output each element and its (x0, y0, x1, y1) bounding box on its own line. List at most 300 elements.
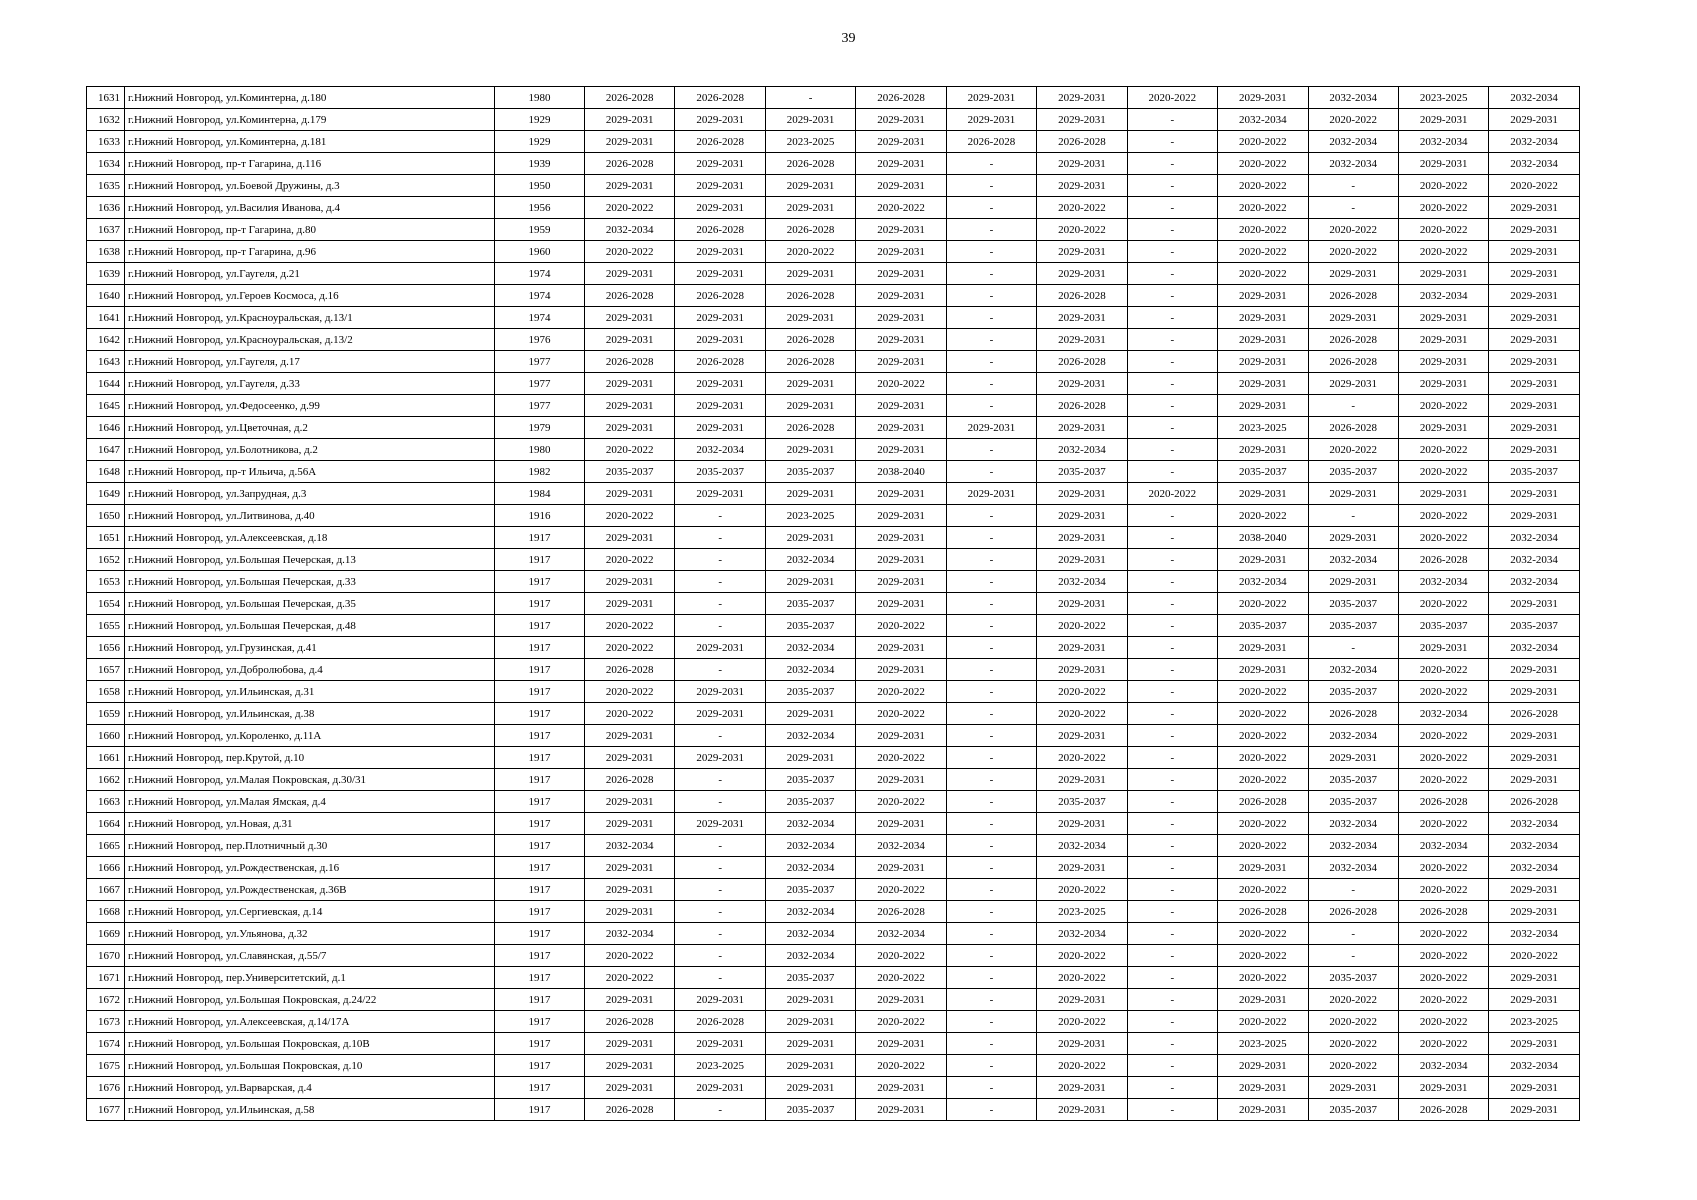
cell-address: г.Нижний Новгород, ул.Ильинская, д.58 (125, 1099, 495, 1121)
cell-period-5: - (946, 1055, 1036, 1077)
cell-period-6: 2032-2034 (1037, 923, 1127, 945)
cell-period-5: - (946, 197, 1036, 219)
cell-period-5: - (946, 901, 1036, 923)
cell-build-year: 1939 (495, 153, 585, 175)
cell-build-year: 1917 (495, 593, 585, 615)
cell-period-9: 2035-2037 (1308, 593, 1398, 615)
cell-period-2: 2029-2031 (675, 175, 765, 197)
cell-period-9: 2020-2022 (1308, 1055, 1398, 1077)
cell-row-number: 1640 (87, 285, 125, 307)
cell-address: г.Нижний Новгород, ул.Малая Покровская, д.30/31 (125, 769, 495, 791)
cell-address: г.Нижний Новгород, ул.Добролюбова, д.4 (125, 659, 495, 681)
cell-build-year: 1950 (495, 175, 585, 197)
cell-period-11: 2029-2031 (1489, 1099, 1579, 1121)
cell-period-11: 2032-2034 (1489, 1055, 1579, 1077)
cell-address: г.Нижний Новгород, ул.Большая Печерская, д.48 (125, 615, 495, 637)
cell-build-year: 1917 (495, 527, 585, 549)
cell-period-2: - (675, 791, 765, 813)
cell-period-5: - (946, 725, 1036, 747)
cell-build-year: 1974 (495, 263, 585, 285)
cell-period-3: 2026-2028 (765, 285, 855, 307)
cell-row-number: 1668 (87, 901, 125, 923)
cell-period-9: - (1308, 175, 1398, 197)
cell-period-5: - (946, 329, 1036, 351)
cell-period-3: 2029-2031 (765, 373, 855, 395)
cell-period-7: - (1127, 725, 1217, 747)
cell-period-7: - (1127, 285, 1217, 307)
cell-period-6: 2029-2031 (1037, 1099, 1127, 1121)
cell-period-10: 2032-2034 (1398, 1055, 1488, 1077)
cell-period-8: 2029-2031 (1218, 373, 1308, 395)
cell-period-11: 2029-2031 (1489, 241, 1579, 263)
cell-period-10: 2020-2022 (1398, 681, 1488, 703)
cell-period-2: 2029-2031 (675, 373, 765, 395)
cell-period-1: 2026-2028 (585, 769, 675, 791)
cell-period-10: 2026-2028 (1398, 549, 1488, 571)
cell-period-9: 2026-2028 (1308, 703, 1398, 725)
table-row (87, 241, 1580, 263)
table-row (87, 197, 1580, 219)
cell-build-year: 1917 (495, 1033, 585, 1055)
cell-period-2: - (675, 659, 765, 681)
page-number: 39 (841, 31, 856, 46)
cell-period-6: 2029-2031 (1037, 483, 1127, 505)
cell-period-4: 2029-2031 (856, 131, 946, 153)
cell-period-7: - (1127, 1011, 1217, 1033)
cell-period-7: - (1127, 351, 1217, 373)
cell-period-11: 2032-2034 (1489, 637, 1579, 659)
cell-address: г.Нижний Новгород, ул.Коминтерна, д.181 (125, 131, 495, 153)
table-row (87, 505, 1580, 527)
cell-period-5: - (946, 703, 1036, 725)
cell-period-8: 2020-2022 (1218, 703, 1308, 725)
cell-period-8: 2023-2025 (1218, 417, 1308, 439)
cell-period-4: 2029-2031 (856, 417, 946, 439)
cell-period-3: 2032-2034 (765, 813, 855, 835)
cell-period-6: 2023-2025 (1037, 901, 1127, 923)
cell-period-9: 2035-2037 (1308, 461, 1398, 483)
cell-period-7: - (1127, 241, 1217, 263)
cell-build-year: 1982 (495, 461, 585, 483)
cell-period-5: - (946, 659, 1036, 681)
cell-period-2: 2026-2028 (675, 1011, 765, 1033)
cell-period-10: 2029-2031 (1398, 329, 1488, 351)
cell-period-6: 2020-2022 (1037, 219, 1127, 241)
cell-period-2: 2029-2031 (675, 989, 765, 1011)
cell-period-5: - (946, 747, 1036, 769)
cell-period-11: 2029-2031 (1489, 725, 1579, 747)
table-row (87, 813, 1580, 835)
cell-period-1: 2029-2031 (585, 131, 675, 153)
cell-period-1: 2020-2022 (585, 703, 675, 725)
cell-period-10: 2026-2028 (1398, 791, 1488, 813)
cell-period-3: 2029-2031 (765, 175, 855, 197)
cell-period-5: 2029-2031 (946, 87, 1036, 109)
cell-period-3: 2035-2037 (765, 681, 855, 703)
cell-period-10: 2020-2022 (1398, 1033, 1488, 1055)
cell-period-10: 2020-2022 (1398, 439, 1488, 461)
cell-period-6: 2029-2031 (1037, 527, 1127, 549)
cell-period-10: 2020-2022 (1398, 747, 1488, 769)
cell-period-6: 2029-2031 (1037, 1077, 1127, 1099)
cell-period-10: 2023-2025 (1398, 87, 1488, 109)
cell-period-9: 2020-2022 (1308, 989, 1398, 1011)
cell-period-2: - (675, 835, 765, 857)
cell-period-5: - (946, 637, 1036, 659)
cell-period-8: 2029-2031 (1218, 989, 1308, 1011)
cell-period-11: 2029-2031 (1489, 593, 1579, 615)
cell-period-9: 2029-2031 (1308, 263, 1398, 285)
table-row (87, 329, 1580, 351)
cell-period-10: 2020-2022 (1398, 505, 1488, 527)
cell-period-6: 2020-2022 (1037, 945, 1127, 967)
cell-period-5: - (946, 241, 1036, 263)
cell-period-5: - (946, 285, 1036, 307)
cell-period-4: 2029-2031 (856, 549, 946, 571)
cell-period-6: 2029-2031 (1037, 857, 1127, 879)
cell-period-11: 2029-2031 (1489, 329, 1579, 351)
cell-period-5: - (946, 175, 1036, 197)
cell-period-4: 2029-2031 (856, 593, 946, 615)
cell-period-2: - (675, 571, 765, 593)
cell-period-8: 2029-2031 (1218, 285, 1308, 307)
cell-period-1: 2029-2031 (585, 879, 675, 901)
cell-period-11: 2029-2031 (1489, 505, 1579, 527)
cell-period-10: 2029-2031 (1398, 1077, 1488, 1099)
cell-period-6: 2029-2031 (1037, 373, 1127, 395)
cell-address: г.Нижний Новгород, ул.Василия Иванова, д.4 (125, 197, 495, 219)
cell-period-7: - (1127, 219, 1217, 241)
cell-row-number: 1658 (87, 681, 125, 703)
cell-period-6: 2020-2022 (1037, 703, 1127, 725)
cell-address: г.Нижний Новгород, ул.Гаугеля, д.17 (125, 351, 495, 373)
cell-build-year: 1917 (495, 549, 585, 571)
cell-period-1: 2029-2031 (585, 901, 675, 923)
cell-address: г.Нижний Новгород, ул.Рождественская, д.36В (125, 879, 495, 901)
cell-period-1: 2029-2031 (585, 989, 675, 1011)
table-row (87, 417, 1580, 439)
cell-period-10: 2026-2028 (1398, 1099, 1488, 1121)
cell-period-10: 2020-2022 (1398, 923, 1488, 945)
cell-period-10: 2020-2022 (1398, 395, 1488, 417)
cell-period-10: 2029-2031 (1398, 109, 1488, 131)
cell-period-11: 2035-2037 (1489, 461, 1579, 483)
cell-period-2: - (675, 945, 765, 967)
cell-build-year: 1917 (495, 659, 585, 681)
cell-period-8: 2020-2022 (1218, 241, 1308, 263)
cell-period-6: 2035-2037 (1037, 791, 1127, 813)
cell-period-9: 2020-2022 (1308, 241, 1398, 263)
cell-period-1: 2020-2022 (585, 549, 675, 571)
cell-period-3: 2032-2034 (765, 945, 855, 967)
cell-period-4: 2029-2031 (856, 571, 946, 593)
cell-period-1: 2020-2022 (585, 637, 675, 659)
cell-period-7: - (1127, 439, 1217, 461)
cell-period-3: 2029-2031 (765, 989, 855, 1011)
cell-period-8: 2026-2028 (1218, 901, 1308, 923)
cell-period-8: 2029-2031 (1218, 1099, 1308, 1121)
cell-row-number: 1665 (87, 835, 125, 857)
cell-period-6: 2029-2031 (1037, 329, 1127, 351)
cell-period-2: - (675, 857, 765, 879)
cell-period-4: 2029-2031 (856, 1033, 946, 1055)
cell-row-number: 1653 (87, 571, 125, 593)
cell-period-7: - (1127, 197, 1217, 219)
table-row (87, 593, 1580, 615)
cell-period-8: 2020-2022 (1218, 153, 1308, 175)
cell-period-2: 2029-2031 (675, 241, 765, 263)
cell-period-9: 2020-2022 (1308, 1011, 1398, 1033)
cell-period-8: 2032-2034 (1218, 571, 1308, 593)
cell-build-year: 1917 (495, 813, 585, 835)
table-row (87, 1077, 1580, 1099)
cell-period-2: 2029-2031 (675, 747, 765, 769)
cell-period-4: 2020-2022 (856, 615, 946, 637)
cell-build-year: 1917 (495, 857, 585, 879)
cell-period-7: - (1127, 571, 1217, 593)
cell-address: г.Нижний Новгород, ул.Гаугеля, д.33 (125, 373, 495, 395)
cell-period-11: 2029-2031 (1489, 109, 1579, 131)
cell-period-4: 2029-2031 (856, 1077, 946, 1099)
cell-period-2: 2026-2028 (675, 285, 765, 307)
cell-period-7: - (1127, 307, 1217, 329)
cell-period-4: 2029-2031 (856, 307, 946, 329)
cell-period-7: - (1127, 813, 1217, 835)
cell-period-5: - (946, 461, 1036, 483)
cell-period-7: - (1127, 109, 1217, 131)
cell-period-10: 2032-2034 (1398, 131, 1488, 153)
cell-period-9: 2032-2034 (1308, 131, 1398, 153)
cell-period-6: 2029-2031 (1037, 417, 1127, 439)
cell-period-7: - (1127, 329, 1217, 351)
cell-period-9: 2026-2028 (1308, 351, 1398, 373)
cell-period-10: 2020-2022 (1398, 659, 1488, 681)
cell-period-2: 2029-2031 (675, 1077, 765, 1099)
cell-period-7: - (1127, 1033, 1217, 1055)
cell-period-8: 2020-2022 (1218, 769, 1308, 791)
cell-period-4: 2020-2022 (856, 747, 946, 769)
cell-row-number: 1651 (87, 527, 125, 549)
cell-period-11: 2029-2031 (1489, 483, 1579, 505)
cell-period-2: - (675, 879, 765, 901)
table-row (87, 725, 1580, 747)
cell-period-9: 2035-2037 (1308, 769, 1398, 791)
cell-period-8: 2020-2022 (1218, 131, 1308, 153)
cell-row-number: 1672 (87, 989, 125, 1011)
cell-period-7: - (1127, 791, 1217, 813)
cell-period-11: 2029-2031 (1489, 879, 1579, 901)
cell-period-2: 2029-2031 (675, 681, 765, 703)
cell-period-3: 2032-2034 (765, 901, 855, 923)
cell-period-3: 2029-2031 (765, 307, 855, 329)
cell-period-2: - (675, 1099, 765, 1121)
cell-period-9: 2035-2037 (1308, 681, 1398, 703)
cell-address: г.Нижний Новгород, ул.Новая, д.31 (125, 813, 495, 835)
cell-period-3: 2026-2028 (765, 351, 855, 373)
cell-row-number: 1642 (87, 329, 125, 351)
cell-period-4: 2020-2022 (856, 967, 946, 989)
cell-period-10: 2029-2031 (1398, 373, 1488, 395)
cell-build-year: 1917 (495, 703, 585, 725)
cell-period-1: 2029-2031 (585, 483, 675, 505)
table-row (87, 527, 1580, 549)
cell-period-11: 2035-2037 (1489, 615, 1579, 637)
cell-row-number: 1644 (87, 373, 125, 395)
cell-period-2: - (675, 615, 765, 637)
cell-period-4: 2020-2022 (856, 681, 946, 703)
cell-period-8: 2032-2034 (1218, 109, 1308, 131)
cell-period-5: - (946, 857, 1036, 879)
cell-address: г.Нижний Новгород, ул.Красноуральская, д.13/1 (125, 307, 495, 329)
table-row (87, 923, 1580, 945)
cell-period-10: 2020-2022 (1398, 769, 1488, 791)
cell-period-6: 2029-2031 (1037, 549, 1127, 571)
cell-address: г.Нижний Новгород, ул.Большая Покровская, д.10 (125, 1055, 495, 1077)
table-row (87, 1011, 1580, 1033)
cell-address: г.Нижний Новгород, ул.Грузинская, д.41 (125, 637, 495, 659)
table-row (87, 659, 1580, 681)
cell-row-number: 1631 (87, 87, 125, 109)
cell-row-number: 1638 (87, 241, 125, 263)
cell-row-number: 1666 (87, 857, 125, 879)
table-row (87, 219, 1580, 241)
cell-period-2: - (675, 505, 765, 527)
cell-address: г.Нижний Новгород, ул.Запрудная, д.3 (125, 483, 495, 505)
cell-period-8: 2020-2022 (1218, 923, 1308, 945)
cell-period-2: 2029-2031 (675, 109, 765, 131)
cell-address: г.Нижний Новгород, ул.Гаугеля, д.21 (125, 263, 495, 285)
cell-build-year: 1917 (495, 571, 585, 593)
cell-period-6: 2029-2031 (1037, 153, 1127, 175)
cell-period-11: 2029-2031 (1489, 219, 1579, 241)
cell-period-7: - (1127, 615, 1217, 637)
cell-build-year: 1917 (495, 1011, 585, 1033)
cell-row-number: 1646 (87, 417, 125, 439)
cell-row-number: 1648 (87, 461, 125, 483)
cell-period-3: 2029-2031 (765, 395, 855, 417)
cell-period-9: 2020-2022 (1308, 1033, 1398, 1055)
cell-address: г.Нижний Новгород, ул.Короленко, д.11А (125, 725, 495, 747)
cell-address: г.Нижний Новгород, ул.Большая Печерская, д.33 (125, 571, 495, 593)
cell-period-4: 2029-2031 (856, 395, 946, 417)
cell-period-5: - (946, 769, 1036, 791)
cell-period-11: 2029-2031 (1489, 439, 1579, 461)
cell-period-10: 2029-2031 (1398, 307, 1488, 329)
cell-period-7: - (1127, 417, 1217, 439)
cell-period-11: 2032-2034 (1489, 153, 1579, 175)
cell-period-2: 2029-2031 (675, 417, 765, 439)
cell-period-10: 2020-2022 (1398, 989, 1488, 1011)
cell-row-number: 1677 (87, 1099, 125, 1121)
cell-period-6: 2035-2037 (1037, 461, 1127, 483)
cell-period-7: - (1127, 395, 1217, 417)
cell-period-3: 2032-2034 (765, 857, 855, 879)
cell-period-11: 2032-2034 (1489, 527, 1579, 549)
cell-period-5: - (946, 813, 1036, 835)
cell-period-9: 2029-2031 (1308, 571, 1398, 593)
cell-period-8: 2035-2037 (1218, 615, 1308, 637)
cell-period-5: - (946, 1011, 1036, 1033)
cell-period-3: 2029-2031 (765, 747, 855, 769)
table-row (87, 989, 1580, 1011)
cell-period-1: 2035-2037 (585, 461, 675, 483)
cell-period-10: 2020-2022 (1398, 879, 1488, 901)
cell-period-5: 2029-2031 (946, 483, 1036, 505)
cell-period-10: 2020-2022 (1398, 967, 1488, 989)
cell-address: г.Нижний Новгород, ул.Алексеевская, д.18 (125, 527, 495, 549)
cell-period-2: - (675, 549, 765, 571)
table-row (87, 131, 1580, 153)
cell-period-11: 2029-2031 (1489, 769, 1579, 791)
cell-build-year: 1984 (495, 483, 585, 505)
cell-period-9: - (1308, 637, 1398, 659)
cell-period-1: 2020-2022 (585, 681, 675, 703)
cell-period-10: 2020-2022 (1398, 219, 1488, 241)
cell-period-2: - (675, 725, 765, 747)
cell-address: г.Нижний Новгород, ул.Коминтерна, д.179 (125, 109, 495, 131)
cell-build-year: 1917 (495, 901, 585, 923)
cell-period-4: 2029-2031 (856, 109, 946, 131)
cell-address: г.Нижний Новгород, ул.Болотникова, д.2 (125, 439, 495, 461)
cell-address: г.Нижний Новгород, ул.Цветочная, д.2 (125, 417, 495, 439)
cell-build-year: 1980 (495, 439, 585, 461)
cell-period-10: 2029-2031 (1398, 417, 1488, 439)
cell-address: г.Нижний Новгород, пр-т Гагарина, д.96 (125, 241, 495, 263)
table-row (87, 945, 1580, 967)
cell-period-6: 2029-2031 (1037, 1033, 1127, 1055)
cell-period-8: 2020-2022 (1218, 197, 1308, 219)
cell-address: г.Нижний Новгород, пер.Крутой, д.10 (125, 747, 495, 769)
cell-period-7: - (1127, 923, 1217, 945)
cell-row-number: 1659 (87, 703, 125, 725)
cell-period-8: 2020-2022 (1218, 1011, 1308, 1033)
cell-period-8: 2029-2031 (1218, 1077, 1308, 1099)
cell-period-9: 2035-2037 (1308, 967, 1398, 989)
cell-period-8: 2029-2031 (1218, 857, 1308, 879)
cell-period-6: 2029-2031 (1037, 637, 1127, 659)
cell-period-6: 2029-2031 (1037, 725, 1127, 747)
cell-period-3: 2032-2034 (765, 725, 855, 747)
cell-period-5: 2029-2031 (946, 417, 1036, 439)
cell-period-4: 2020-2022 (856, 879, 946, 901)
cell-build-year: 1917 (495, 879, 585, 901)
cell-period-3: 2029-2031 (765, 527, 855, 549)
cell-period-11: 2026-2028 (1489, 703, 1579, 725)
cell-row-number: 1656 (87, 637, 125, 659)
cell-period-9: - (1308, 879, 1398, 901)
cell-period-7: - (1127, 549, 1217, 571)
cell-period-2: 2029-2031 (675, 329, 765, 351)
cell-period-9: 2029-2031 (1308, 747, 1398, 769)
table-row (87, 285, 1580, 307)
cell-period-4: 2029-2031 (856, 659, 946, 681)
cell-period-4: 2029-2031 (856, 725, 946, 747)
cell-period-1: 2026-2028 (585, 285, 675, 307)
cell-period-2: 2029-2031 (675, 307, 765, 329)
table-row (87, 109, 1580, 131)
cell-row-number: 1669 (87, 923, 125, 945)
cell-period-6: 2029-2031 (1037, 593, 1127, 615)
cell-period-8: 2029-2031 (1218, 395, 1308, 417)
cell-build-year: 1916 (495, 505, 585, 527)
cell-row-number: 1661 (87, 747, 125, 769)
cell-period-5: - (946, 791, 1036, 813)
cell-period-8: 2029-2031 (1218, 659, 1308, 681)
cell-period-8: 2038-2040 (1218, 527, 1308, 549)
cell-period-10: 2029-2031 (1398, 351, 1488, 373)
cell-period-7: - (1127, 967, 1217, 989)
cell-period-1: 2026-2028 (585, 659, 675, 681)
